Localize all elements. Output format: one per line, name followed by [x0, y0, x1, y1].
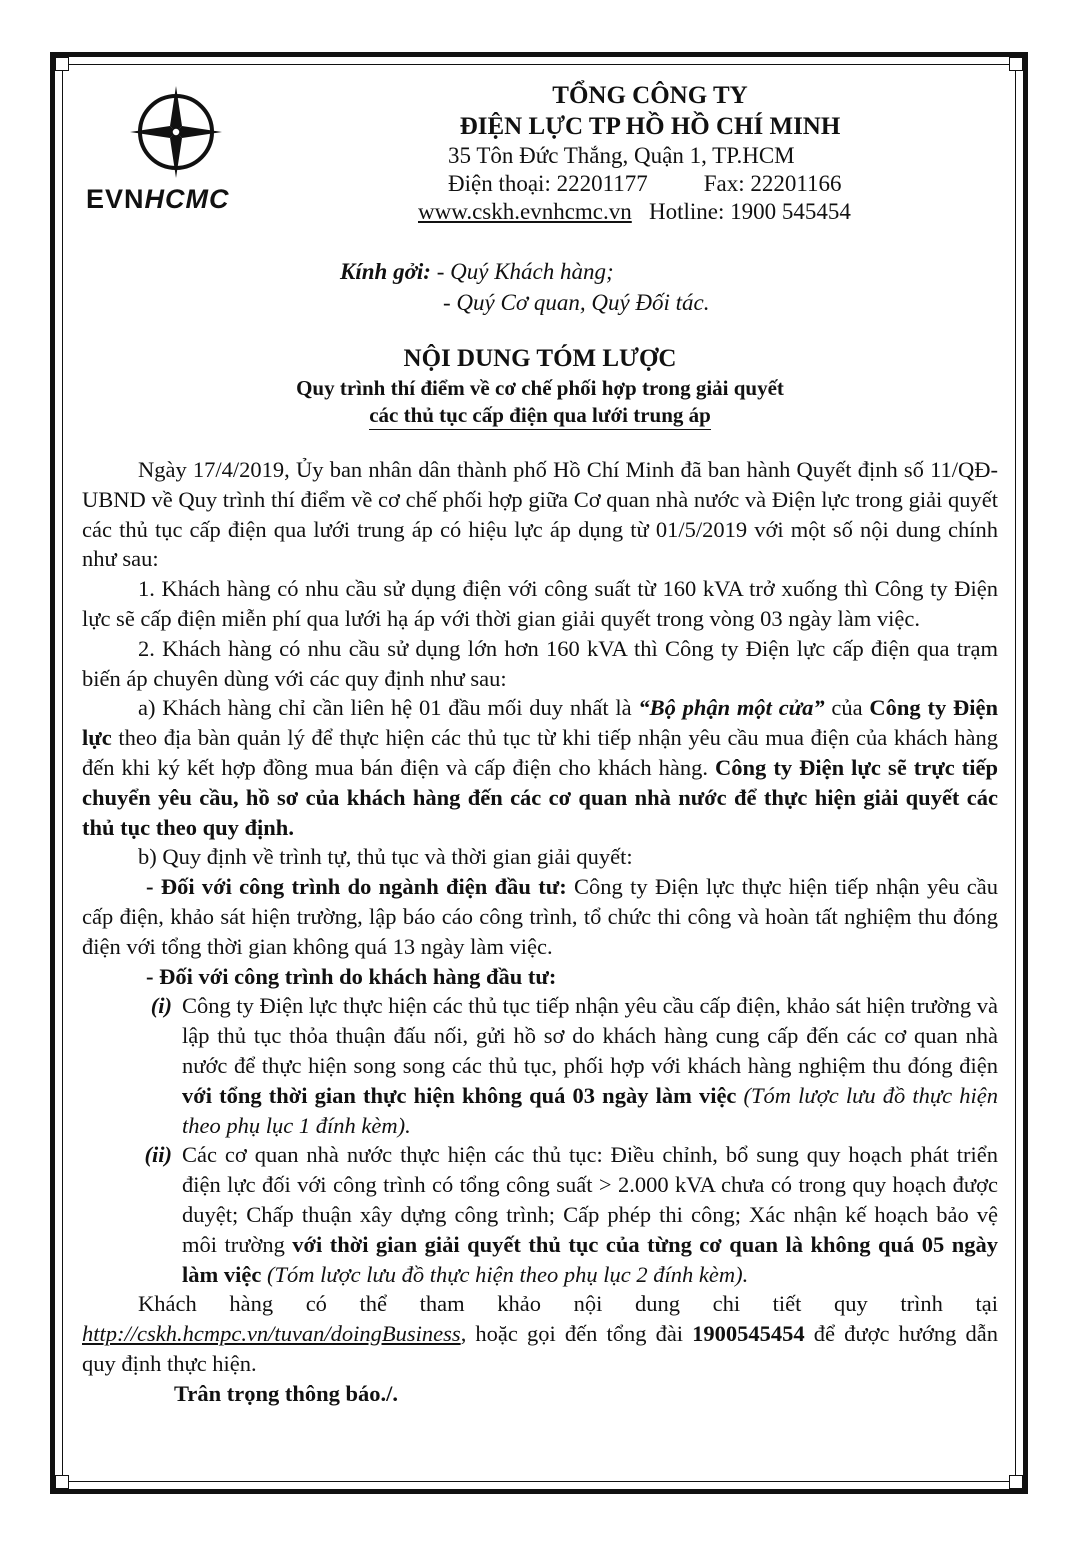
logo-text: EVNHCMC [86, 184, 230, 214]
item-2a: a) Khách hàng chỉ cần liên hệ 01 đầu mối duy nhất là “Bộ phận một cửa” của Công ty Điện lực theo địa bàn quản lý để thực hiện các thủ tục từ khi tiếp nhận yêu cầu mua điện của khách hàng đến khi ký kết hợp đồng mua bán điện và cấp điện cho khách hàng. Công ty Điện lực sẽ trực tiếp chuyển yêu cầu, hồ sơ của khách hàng đến các cơ quan nhà nước để thực hiện giải quyết các thủ tục theo quy định. [82, 695, 998, 840]
title-sub2: các thủ tục cấp điện qua lưới trung áp [369, 402, 711, 430]
border-corner [1009, 1475, 1023, 1489]
item-2b: b) Quy định về trình tự, thủ tục và thời gian giải quyết: [138, 844, 633, 870]
company-phone-fax: Điện thoại: 22201177 Fax: 22201166 [448, 171, 842, 196]
company-name-line1: TỔNG CÔNG TY [552, 82, 748, 109]
company-address: 35 Tôn Đức Thắng, Quận 1, TP.HCM [448, 143, 795, 168]
border-corner [1009, 57, 1023, 71]
intro-paragraph: Ngày 17/4/2019, Ủy ban nhân dân thành phố Hồ Chí Minh đã ban hành Quyết định số 11/QĐ-UBND về Quy trình thí điểm về cơ chế phối hợp giữa Cơ quan nhà nước và Điện lực trong giải quyết các thủ tục cấp điện qua lưới trung áp có hiệu lực áp dụng từ 01/5/2019 với một số nội dung chính như sau: [82, 457, 998, 572]
item-1: 1. Khách hàng có nhu cầu sử dụng điện với công suất từ 160 kVA trở xuống thì Công ty Điện lực sẽ cấp điện miễn phí qua lưới hạ áp với thời gian giải quyết trong vòng 03 ngày làm việc. [82, 576, 998, 631]
item-2: 2. Khách hàng có nhu cầu sử dụng lớn hơn 160 kVA thì Công ty Điện lực cấp điện qua trạm biến áp chuyên dùng với các quy định như sau: [82, 635, 998, 691]
reference-link[interactable]: http://cskh.hcmpc.vn/tuvan/doingBusiness [82, 1321, 461, 1347]
recipients-label: Kính gởi: [340, 259, 431, 284]
reference-paragraph: Khách hàng có thể tham khảo nội dung chi tiết quy trình tại http://cskh.hcmpc.vn/tuvan/doingBusiness, hoặc gọi đến tổng đài 1900545454 để được hướng dẫn quy định thực hiện. [82, 1291, 998, 1376]
roman-item-ii: (ii) Các cơ quan nhà nước thực hiện các thủ tục: Điều chỉnh, bổ sung quy hoạch phát triển điện lực đối với công trình có tổng công suất > 2.000 kVA chưa có trong quy hoạch được duyệt; Chấp thuận xây dựng công trình; Cấp phép thi công; Xác nhận kế hoạch bảo vệ môi trường với thời gian giải quyết thủ tục của từng cơ quan là không quá 05 ngày làm việc (Tóm lược lưu đồ thực hiện theo phụ lục 2 đính kèm). [144, 1142, 998, 1287]
signoff: Trân trọng thông báo./. [174, 1380, 398, 1406]
company-web-hotline: www.cskh.evnhcmc.vn Hotline: 1900 545454 [418, 199, 851, 224]
recipient-item: - Quý Cơ quan, Quý Đối tác. [443, 290, 710, 315]
evn-star-icon [126, 84, 226, 180]
border-corner [55, 1475, 69, 1489]
dash-item-2: - Đối với công trình do khách hàng đầu tư: [146, 963, 557, 989]
border-corner [55, 57, 69, 71]
roman-item-i: (i) Công ty Điện lực thực hiện các thủ tục tiếp nhận yêu cầu cấp điện, khảo sát hiện trường và lập thủ tục thỏa thuận đấu nối, gửi hồ sơ do khách hàng cung cấp đến các cơ quan nhà nước để thực hiện song song các thủ tục, phối hợp với khách hàng nghiệm thu đóng điện với tổng thời gian thực hiện không quá 03 ngày làm việc (Tóm lược lưu đồ thực hiện theo phụ lục 1 đính kèm). [150, 993, 998, 1138]
title-sub1: Quy trình thí điểm về cơ chế phối hợp trong giải quyết [296, 376, 784, 400]
company-name-line2: ĐIỆN LỰC TP HỒ HỒ CHÍ MINH [459, 113, 841, 140]
website-link[interactable]: www.cskh.evnhcmc.vn [418, 199, 632, 224]
document-title [140, 343, 940, 430]
dash-item-1: - Đối với công trình do ngành điện đầu tư: Công ty Điện lực thực hiện tiếp nhận yêu cầu cấp điện, khảo sát hiện trường, lập báo cáo công trình, tổ chức thi công và hoàn tất nghiệm thu đóng điện với tổng thời gian không quá 13 ngày làm việc. [82, 874, 998, 959]
hotline-number: 1900545454 [692, 1321, 805, 1347]
title-main: NỘI DUNG TÓM LƯỢC [403, 345, 677, 372]
recipient-item: - Quý Khách hàng; [436, 259, 614, 284]
document-body [82, 455, 998, 1409]
evnhcmc-logo [84, 84, 284, 215]
recipients [340, 256, 710, 318]
company-header [400, 80, 900, 226]
